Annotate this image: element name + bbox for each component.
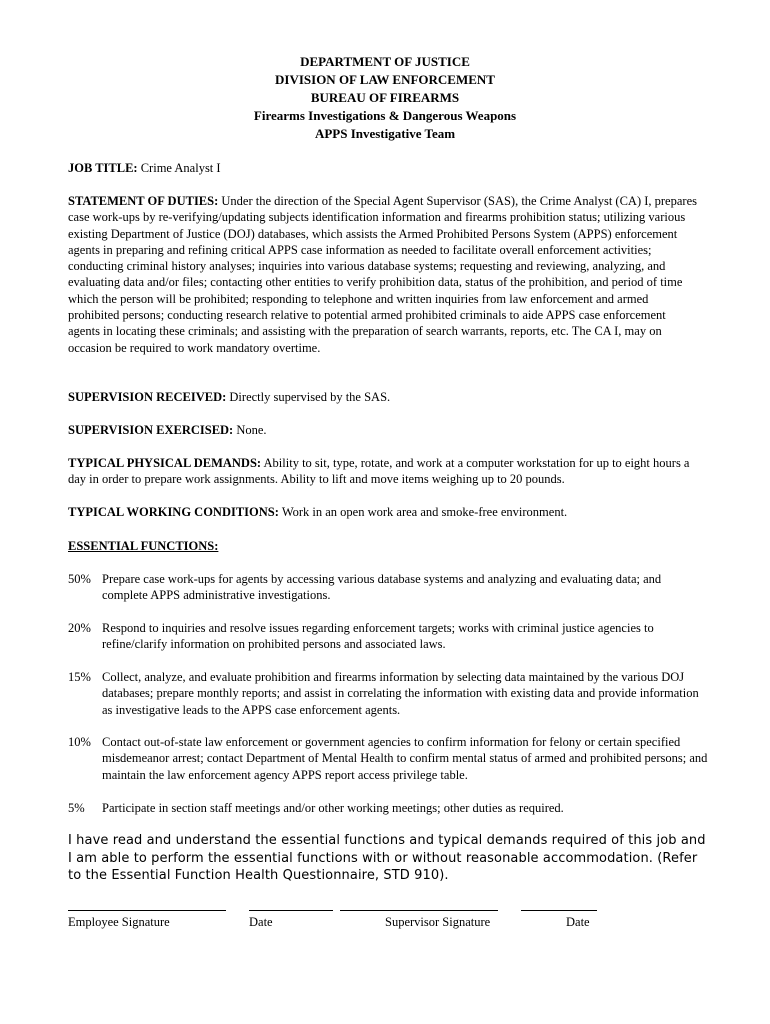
employee-signature-line[interactable]: [68, 896, 226, 911]
function-percent: 50%: [68, 572, 91, 586]
employee-date-label: Date: [249, 915, 273, 929]
function-percent: 10%: [68, 735, 91, 749]
supervisor-date-label: Date: [566, 915, 590, 929]
working-conditions-value: Work in an open work area and smoke-free environment.: [278, 505, 568, 519]
function-item: [68, 620, 708, 653]
supervision-received-label: SUPERVISION RECEIVED:: [68, 390, 227, 404]
function-percent: 15%: [68, 670, 91, 684]
header-team: APPS Investigative Team: [314, 126, 456, 141]
function-text: Contact out-of-state law enforcement or government agencies to confirm information for felony or certain specified misdemeanor arrest; contact Department of Mental Health to confirm mental status of armed and prohibited persons; and maintain the law enforcement agency APPS report access privilege table.: [102, 735, 708, 782]
supervisor-signature-line[interactable]: [340, 896, 498, 911]
function-item: [68, 734, 708, 783]
statement-of-duties-section: [68, 193, 700, 356]
function-text: Collect, analyze, and evaluate prohibition and firearms information by selecting data maintained by the various DOJ databases; prepare monthly reports; and assist in correlating the information with existing data and provide information as investigative leads to the APPS case enforcement agents.: [102, 670, 699, 717]
working-conditions-section: [68, 504, 704, 520]
job-title-section: [68, 160, 704, 176]
statement-text: Under the direction of the Special Agent Supervisor (SAS), the Crime Analyst (CA) I, prepares case work-ups by re-verifying/updating subjects identification information and firearms prohibition status; utilizing various existing Department of Justice (DOJ) databases, which assists the Armed Prohibited Persons System (APPS) enforcement agents in preparing and refining critical APPS case information as needed to facilitate overall enforcement activities; conducting criminal history analyses; inquiries into various database systems; requesting and reviewing, analyzing, and evaluating data and/or files; contacting other entities to verify prohibition data, status of the prohibition, and period of time which the person will be prohibited; responding to telephone and written inquiries from law enforcement and armed prohibited persons; conducting research relative to potential armed prohibited criminals to aide APPS case enforcement agents in locating these criminals; and assisting with the preparation of search warrants, reports, etc. The CA I, may on occasion be required to work mandatory overtime.: [68, 194, 697, 355]
function-percent: 20%: [68, 621, 91, 635]
employee-signature-label: Employee Signature: [68, 915, 170, 929]
function-item: [68, 571, 708, 604]
header-division: DIVISION OF LAW ENFORCEMENT: [275, 72, 495, 87]
physical-demands-section: [68, 455, 698, 488]
document-header: [0, 53, 770, 143]
supervision-received-section: [68, 389, 704, 405]
header-unit: Firearms Investigations & Dangerous Weapons: [253, 108, 517, 123]
supervision-received-value: Directly supervised by the SAS.: [226, 390, 391, 404]
function-percent: 5%: [68, 801, 85, 815]
supervision-exercised-section: [68, 422, 704, 438]
physical-demands-value: Ability to sit, type, rotate, and work at a computer workstation for up to eight hours a day in order to prepare work assignments. Ability to lift and move items weighing up to 20 pounds.: [68, 456, 690, 487]
acknowledgement-statement: I have read and understand the essential functions and typical demands required of this job and I am able to perform the essential functions with or without reasonable accommodation. (Refer to the Essential Function Health Questionnaire, STD 910).: [68, 833, 706, 883]
supervision-exercised-value: None.: [233, 423, 267, 437]
job-title-label: JOB TITLE:: [68, 161, 138, 175]
function-item: [68, 800, 708, 816]
header-department: DEPARTMENT OF JUSTICE: [300, 54, 470, 69]
function-text: Respond to inquiries and resolve issues regarding enforcement targets; works with criminal justice agencies to refine/clarify information on prohibited persons and associated laws.: [102, 621, 654, 652]
supervisor-date-line[interactable]: [521, 896, 597, 911]
function-text: Prepare case work-ups for agents by accessing various database systems and analyzing and evaluating data; and complete APPS administrative investigations.: [102, 572, 662, 603]
working-conditions-label: TYPICAL WORKING CONDITIONS:: [68, 505, 279, 519]
essential-functions-heading: ESSENTIAL FUNCTIONS:: [68, 539, 219, 553]
header-bureau: BUREAU OF FIREARMS: [310, 90, 460, 105]
job-title-value: Crime Analyst I: [137, 161, 221, 175]
physical-demands-label: TYPICAL PHYSICAL DEMANDS:: [68, 456, 262, 470]
employee-date-line[interactable]: [249, 896, 333, 911]
statement-label: STATEMENT OF DUTIES:: [68, 194, 219, 208]
supervisor-signature-label: Supervisor Signature: [385, 915, 491, 929]
function-text: Participate in section staff meetings and/or other working meetings; other duties as required.: [102, 801, 564, 815]
supervision-exercised-label: SUPERVISION EXERCISED:: [68, 423, 234, 437]
function-item: [68, 669, 708, 718]
